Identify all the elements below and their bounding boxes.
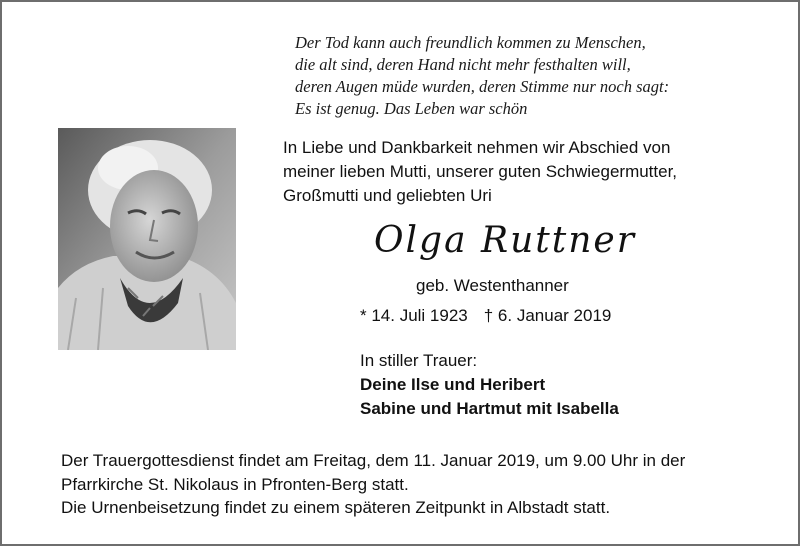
intro-line: meiner lieben Mutti, unserer guten Schwiegermutter, (283, 162, 678, 181)
intro-line: In Liebe und Dankbarkeit nehmen wir Abschied von (283, 138, 671, 157)
poem-line: die alt sind, deren Hand nicht mehr festhalten will, (295, 55, 631, 74)
service-line: Die Urnenbeisetzung findet zu einem späteren Zeitpunkt in Albstadt statt. (61, 498, 611, 517)
death-date: † 6. Januar 2019 (483, 306, 612, 325)
poem-line: Der Tod kann auch freundlich kommen zu Menschen, (295, 33, 646, 52)
life-dates (360, 305, 611, 327)
maiden-name: geb. Westenthanner (416, 276, 569, 295)
birth-date: * 14. Juli 1923 (360, 306, 468, 325)
portrait-photo-icon (58, 128, 236, 350)
intro-line: Großmutti und geliebten Uri (283, 186, 492, 205)
service-info (61, 449, 685, 520)
mourners-heading: In stiller Trauer: (360, 351, 478, 370)
poem-line: deren Augen müde wurden, deren Stimme nur noch sagt: (295, 77, 670, 96)
mourner-name: Sabine und Hartmut mit Isabella (360, 399, 619, 418)
intro-text (283, 136, 677, 208)
mourner-name: Deine Ilse und Heribert (360, 375, 546, 394)
poem (295, 32, 669, 120)
mourners (360, 349, 619, 421)
service-line: Pfarrkirche St. Nikolaus in Pfronten-Berg statt. (61, 474, 409, 494)
deceased-name: Olga Ruttner (374, 220, 636, 261)
service-line: Der Trauergottesdienst findet am Freitag, dem 11. Januar 2019, um 9.00 Uhr in der (61, 451, 686, 470)
portrait-photo (58, 128, 236, 350)
poem-line: Es ist genug. Das Leben war schön (295, 99, 528, 118)
